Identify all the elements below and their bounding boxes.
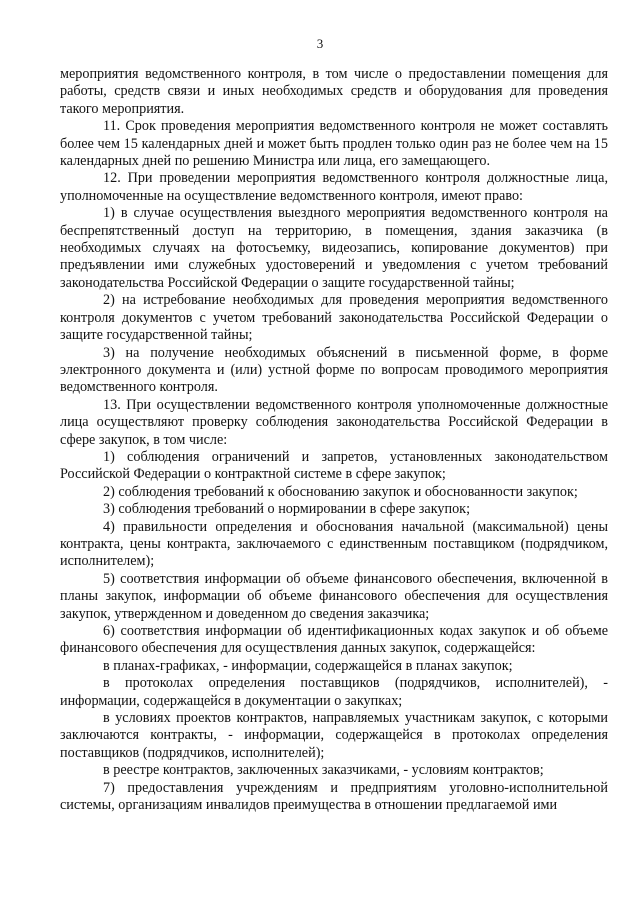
- paragraph: 3) соблюдения требований о нормировании в сфере закупок;: [103, 501, 471, 518]
- page-number: 3: [316, 36, 324, 51]
- paragraph: 13. При осуществлении ведомственного контроля уполномоченные должностные лица осуществляют проверку соблюдения законодательства Российской Федерации в сфере закупок, в том числе:: [60, 396, 608, 448]
- paragraph: 12. При проведении мероприятия ведомственного контроля должностные лица, уполномоченные на осуществление ведомственного контроля, имеют право:: [60, 170, 608, 204]
- paragraph: 1) соблюдения ограничений и запретов, установленных законодательством Российской Федерации о контрактной системе в сфере закупок;: [60, 448, 608, 483]
- paragraph: мероприятия ведомственного контроля, в том числе о предоставлении помещения для работы, средств связи и иных необходимых средств и оборудования для проведения такого мероприятия.: [60, 66, 608, 117]
- paragraph: в условиях проектов контрактов, направляемых участникам закупок, с которыми заключаются контракты, - информации, содержащейся в протоколах определения поставщиков (подрядчиков, исполнителей);: [60, 710, 608, 761]
- paragraph: в реестре контрактов, заключенных заказчиками, - условиям контрактов;: [103, 762, 544, 779]
- paragraph: в планах-графиках, - информации, содержащейся в планах закупок;: [103, 657, 513, 674]
- paragraph: в протоколах определения поставщиков (подрядчиков, исполнителей), - информации, содержащейся в документации о закупках;: [60, 675, 608, 709]
- paragraph: 4) правильности определения и обоснования начальной (максимальной) цены контракта, цены контракта, заключаемого с единственным поставщиком (подрядчиком, исполнителем);: [60, 518, 608, 570]
- paragraph: 6) соответствия информации об идентификационных кодах закупок и об объеме финансового обеспечения для осуществления данных закупок, содержащейся:: [60, 623, 608, 657]
- paragraph: 5) соответствия информации об объеме финансового обеспечения, включенной в планы закупок, информации об объеме финансового обеспечения для осуществления закупок, утвержденном и доведенном до сведения заказчика;: [60, 570, 608, 622]
- paragraph: 1) в случае осуществления выездного мероприятия ведомственного контроля на беспрепятственный доступ на территорию, в помещения, здания заказчика (в необходимых случаях на фотосъемку, видеозапись, копирование документов) при предъявлении ими служебных удостоверений и уведомления с учетом требований законодательства Российской Федерации о защите государственной тайны;: [60, 205, 608, 291]
- paragraph: 7) предоставления учреждениям и предприятиям уголовно-исполнительной системы, организациям инвалидов преимущества в отношении предлагаемой ими: [60, 779, 608, 814]
- paragraph: 2) соблюдения требований к обоснованию закупок и обоснованности закупок;: [103, 483, 578, 500]
- paragraph: 2) на истребование необходимых для проведения мероприятия ведомственного контроля документов с учетом требований законодательства Российской Федерации о защите государственной тайны;: [60, 292, 608, 344]
- paragraph: 11. Срок проведения мероприятия ведомственного контроля не может составлять более чем 15 календарных дней и может быть продлен только один раз не более чем на 15 календарных дней по решению Министра или лица, его замещающего.: [60, 118, 608, 170]
- paragraph: 3) на получение необходимых объяснений в письменной форме, в форме электронного документа и (или) устной форме по вопросам проводимого мероприятия ведомственного контроля.: [60, 344, 608, 396]
- document-body: [60, 66, 608, 814]
